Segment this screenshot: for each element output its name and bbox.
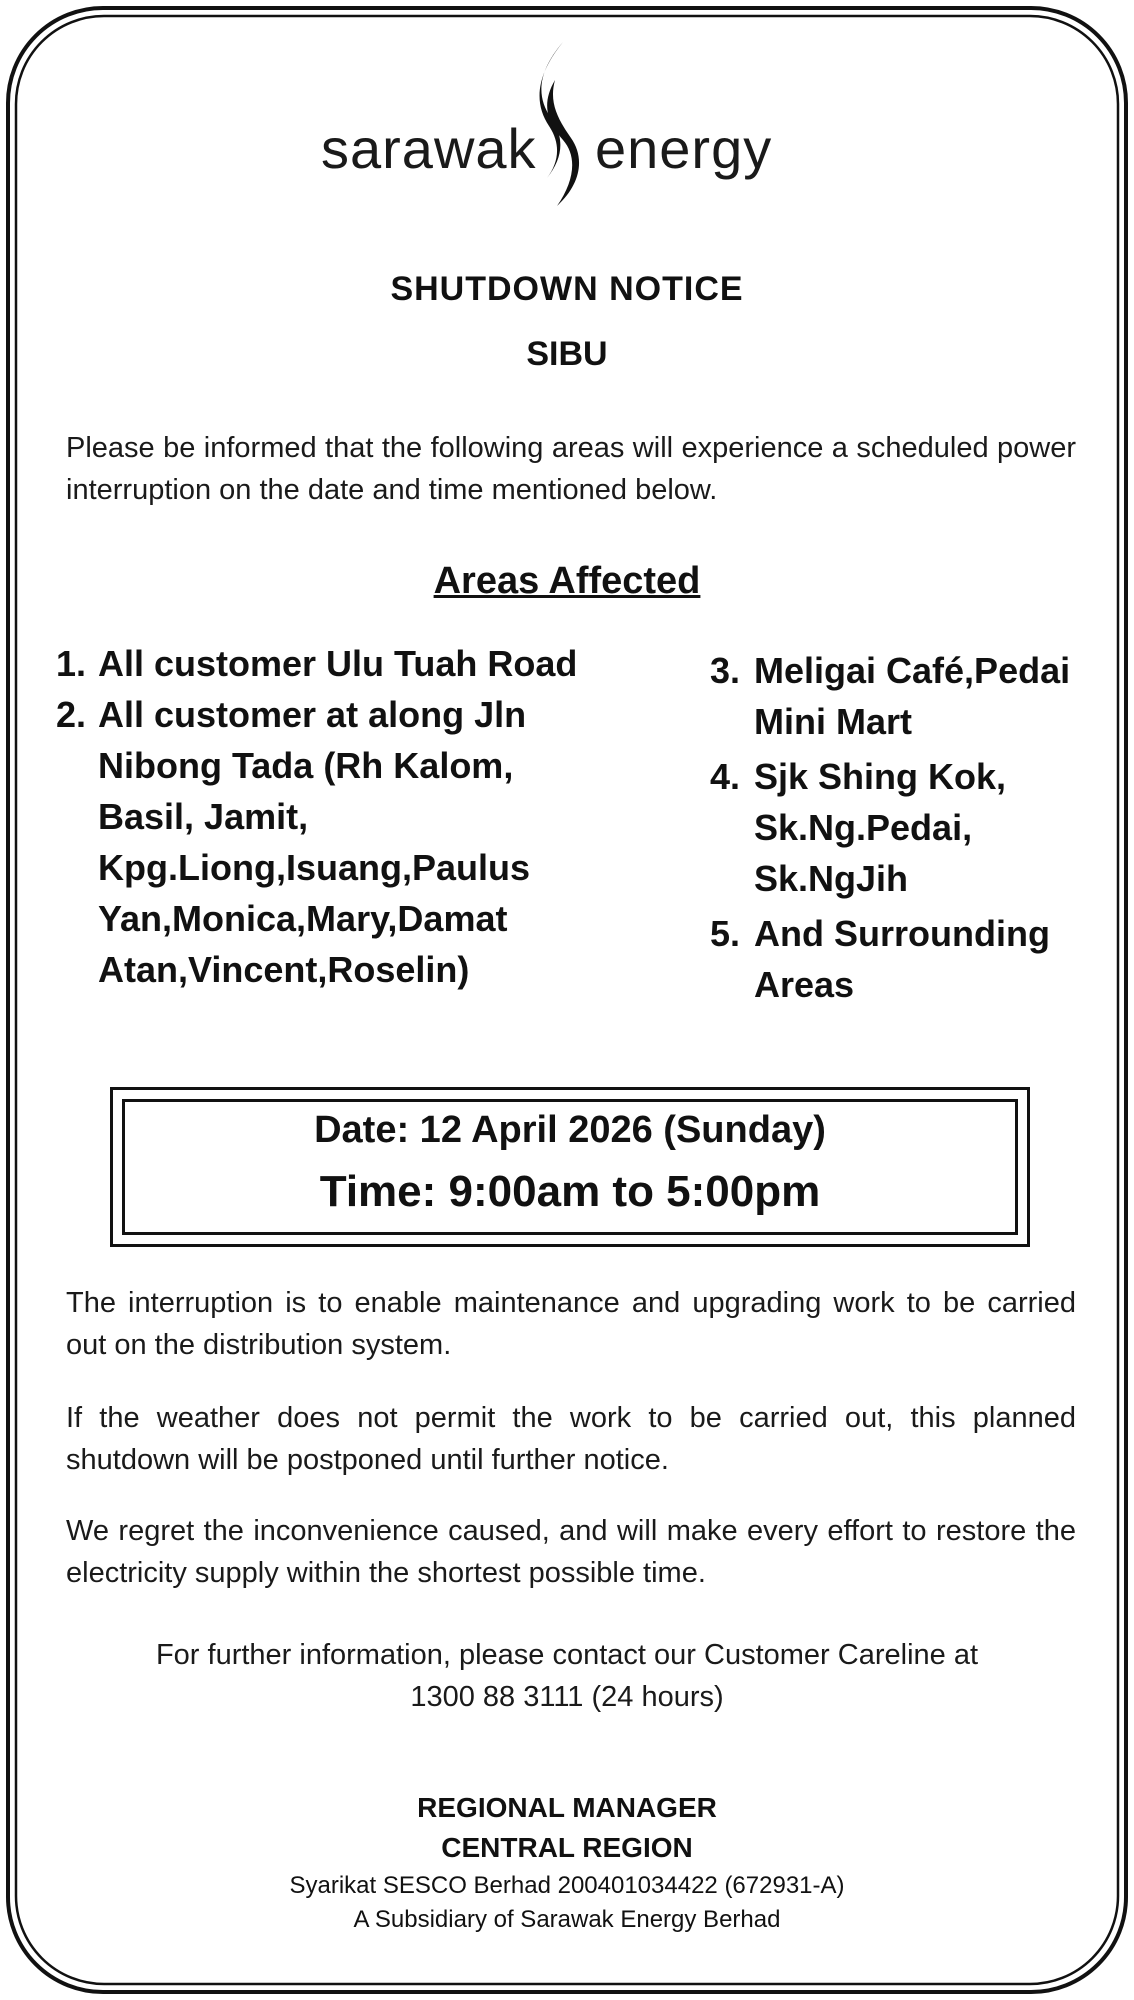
flame-icon [525, 40, 595, 210]
area-text: All customer Ulu Tuah Road [98, 643, 578, 684]
company-registration: Syarikat SESCO Berhad 200401034422 (672931-A) [289, 1872, 845, 1899]
notice-location: SIBU [526, 335, 608, 373]
notice-title: SHUTDOWN NOTICE [390, 270, 744, 308]
logo-word-sarawak: sarawak [321, 117, 537, 180]
areas-list-right [710, 645, 1110, 1014]
area-text: All customer at along Jln Nibong Tada (Rh Kalom, Basil, Jamit, Kpg.Liong,Isuang,Paulus Yan,Monica,Mary,Damat Atan,Vincent,Roselin) [98, 694, 530, 990]
subsidiary-line: A Subsidiary of Sarawak Energy Berhad [353, 1906, 781, 1933]
logo-word-energy: energy [595, 117, 773, 180]
areas-heading: Areas Affected [433, 560, 701, 602]
shutdown-date: Date: 12 April 2026 (Sunday) [314, 1109, 826, 1151]
sarawak-energy-logo [300, 40, 820, 210]
signatory-region: CENTRAL REGION [441, 1832, 693, 1863]
areas-list-left [56, 638, 616, 995]
weather-paragraph: If the weather does not permit the work to be carried out, this planned shutdown will be postponed until further notice. [66, 1402, 1076, 1476]
intro-paragraph: Please be informed that the following areas will experience a scheduled power interruption on the date and time mentioned below. [66, 432, 1076, 506]
area-item [710, 645, 1110, 747]
area-text: And Surrounding Areas [754, 913, 1050, 1005]
area-item [710, 751, 1110, 904]
area-number: 3. [710, 650, 741, 691]
area-number: 1. [56, 643, 87, 684]
reason-paragraph: The interruption is to enable maintenance and upgrading work to be carried out on the distribution system. [66, 1287, 1076, 1361]
area-text: Sjk Shing Kok, Sk.Ng.Pedai, Sk.NgJih [754, 756, 1007, 899]
area-text: Meligai Café,Pedai Mini Mart [754, 650, 1071, 742]
contact-info [0, 1634, 1134, 1718]
signatory-role: REGIONAL MANAGER [417, 1792, 717, 1823]
contact-line: For further information, please contact our Customer Careline at [155, 1639, 979, 1671]
careline-number: 1300 88 3111 (24 hours) [410, 1681, 724, 1713]
area-number: 5. [710, 913, 741, 954]
regret-paragraph: We regret the inconvenience caused, and will make every effort to restore the electricity supply within the shortest possible time. [66, 1515, 1076, 1589]
area-item [56, 638, 616, 689]
area-number: 4. [710, 756, 741, 797]
area-number: 2. [56, 694, 87, 735]
shutdown-time: Time: 9:00am to 5:00pm [319, 1167, 821, 1216]
area-item [710, 908, 1110, 1010]
area-item [56, 689, 616, 995]
schedule-box [110, 1087, 1030, 1247]
